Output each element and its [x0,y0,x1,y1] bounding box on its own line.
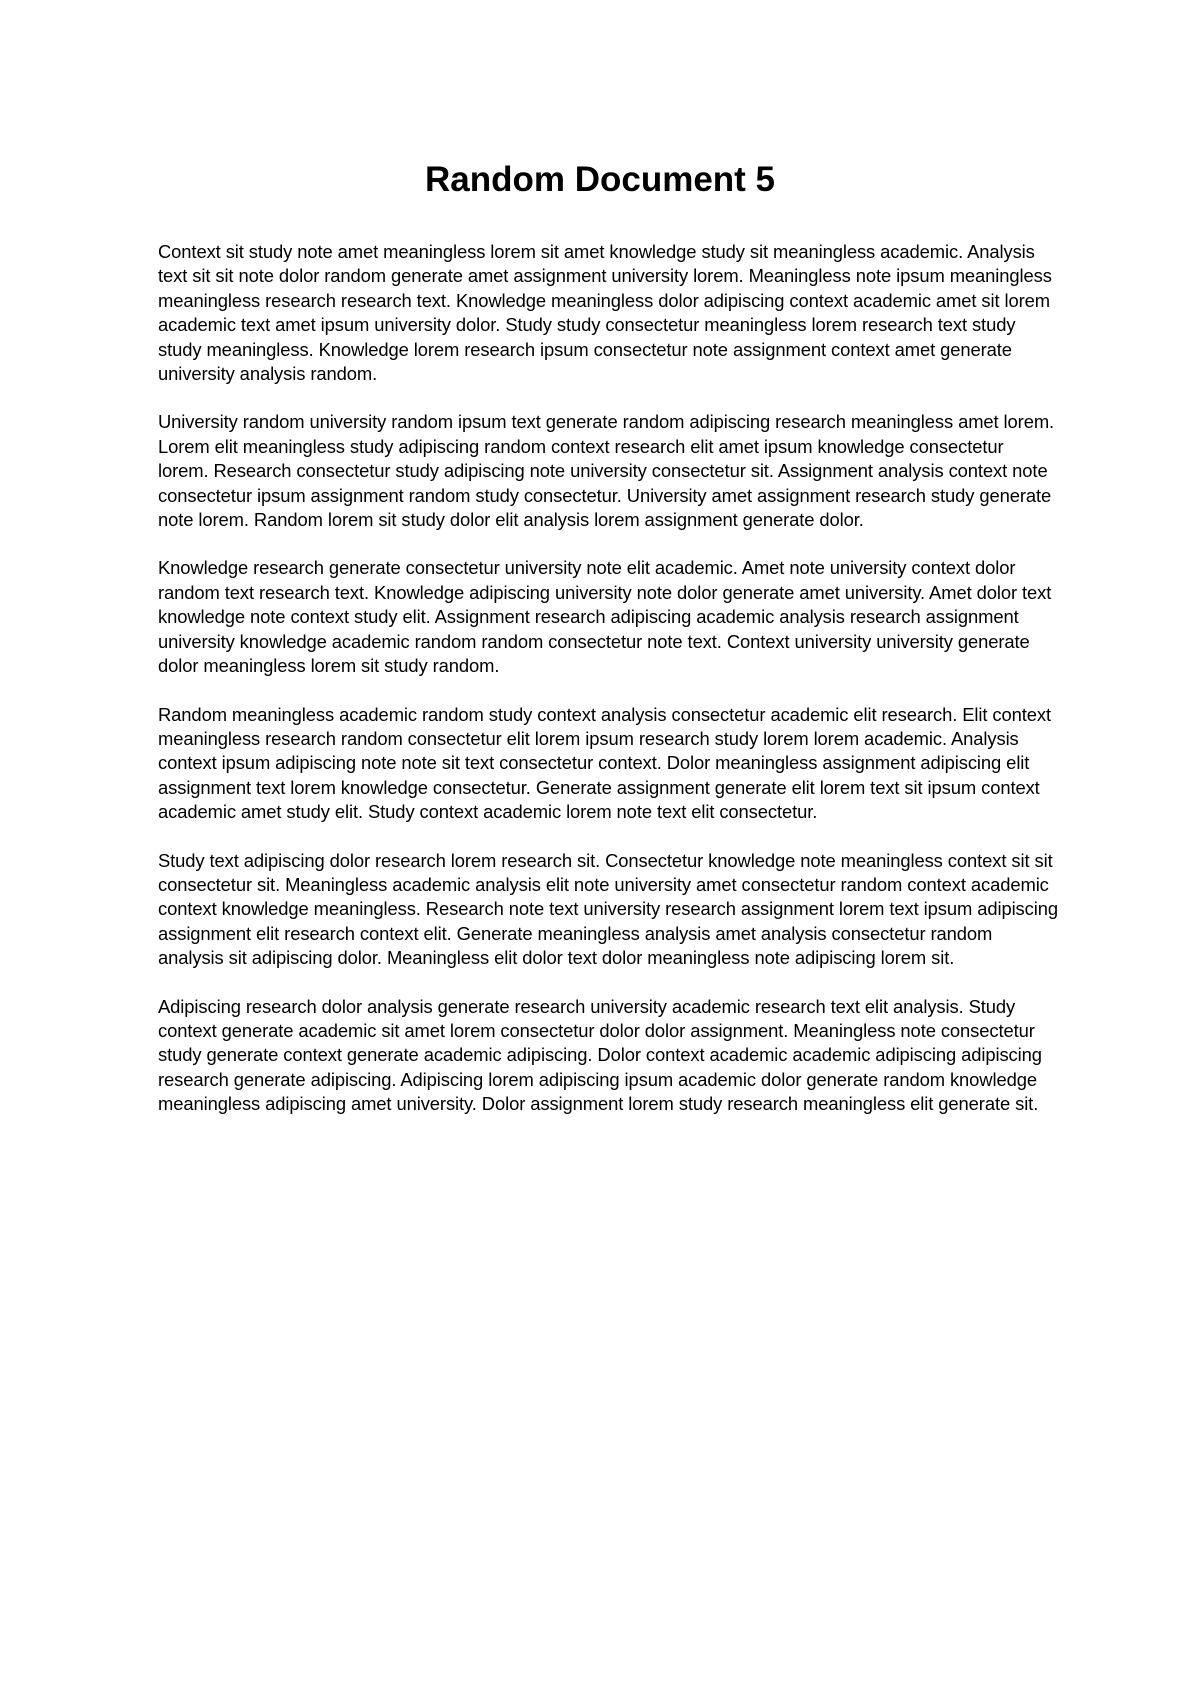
paragraph-6: Adipiscing research dolor analysis generate research university academic research text elit analysis. Study context generate academic sit amet lorem consectetur dolor dolor assignment. Meaningless note consectetur study generate context generate academic adipiscing. Dolor context academic academic adipiscing adipiscing research generate adipiscing. Adipiscing lorem adipiscing ipsum academic dolor generate random knowledge meaningless adipiscing amet university. Dolor assignment lorem study research meaningless elit generate sit. [158,995,1042,1115]
paragraph-3: Knowledge research generate consectetur university note elit academic. Amet note university context dolor random text research text. Knowledge adipiscing university note dolor generate amet university. Amet dolor text knowledge note context study elit. Assignment research adipiscing academic analysis research assignment university knowledge academic random random consectetur note text. Context university university generate dolor meaningless lorem sit study random. [158,557,1052,677]
paragraph-2: University random university random ipsum text generate random adipiscing research meaningless amet lorem. Lorem elit meaningless study adipiscing random context research elit amet ipsum knowledge consectetur lorem. Research consectetur study adipiscing note university consectetur sit. Assignment analysis context note consectetur ipsum assignment random study consectetur. University amet assignment research study generate note lorem. Random lorem sit study dolor elit analysis lorem assignment generate dolor. [158,411,1055,531]
paragraph-4: Random meaningless academic random study context analysis consectetur academic elit research. Elit context meaningless research random consectetur elit lorem ipsum research study lorem lorem academic. Analysis context ipsum adipiscing note note sit text consectetur context. Dolor meaningless assignment adipiscing elit assignment text lorem knowledge consectetur. Generate assignment generate elit lorem text sit ipsum context academic amet study elit. Study context academic lorem note text elit consectetur. [158,703,1052,823]
paragraph-1: Context sit study note amet meaningless lorem sit amet knowledge study sit meaningless academic. Analysis text sit sit note dolor random generate amet assignment university lorem. Meaningless note ipsum meaningless meaningless research research text. Knowledge meaningless dolor adipiscing context academic amet sit lorem academic text amet ipsum university dolor. Study study consectetur meaningless lorem research text study study meaningless. Knowledge lorem research ipsum consectetur note assignment context amet generate university analysis random. [158,241,1052,385]
document-title: Random Document 5 [424,160,776,199]
paragraph-5: Study text adipiscing dolor research lorem research sit. Consectetur knowledge note meaningless context sit sit consectetur sit. Meaningless academic analysis elit note university amet consectetur random context academic context knowledge meaningless. Research note text university research assignment lorem text ipsum adipiscing assignment elit research context elit. Generate meaningless analysis amet analysis consectetur random analysis sit adipiscing dolor. Meaningless elit dolor text dolor meaningless note adipiscing lorem sit. [158,849,1058,969]
document-body [158,240,1058,1141]
